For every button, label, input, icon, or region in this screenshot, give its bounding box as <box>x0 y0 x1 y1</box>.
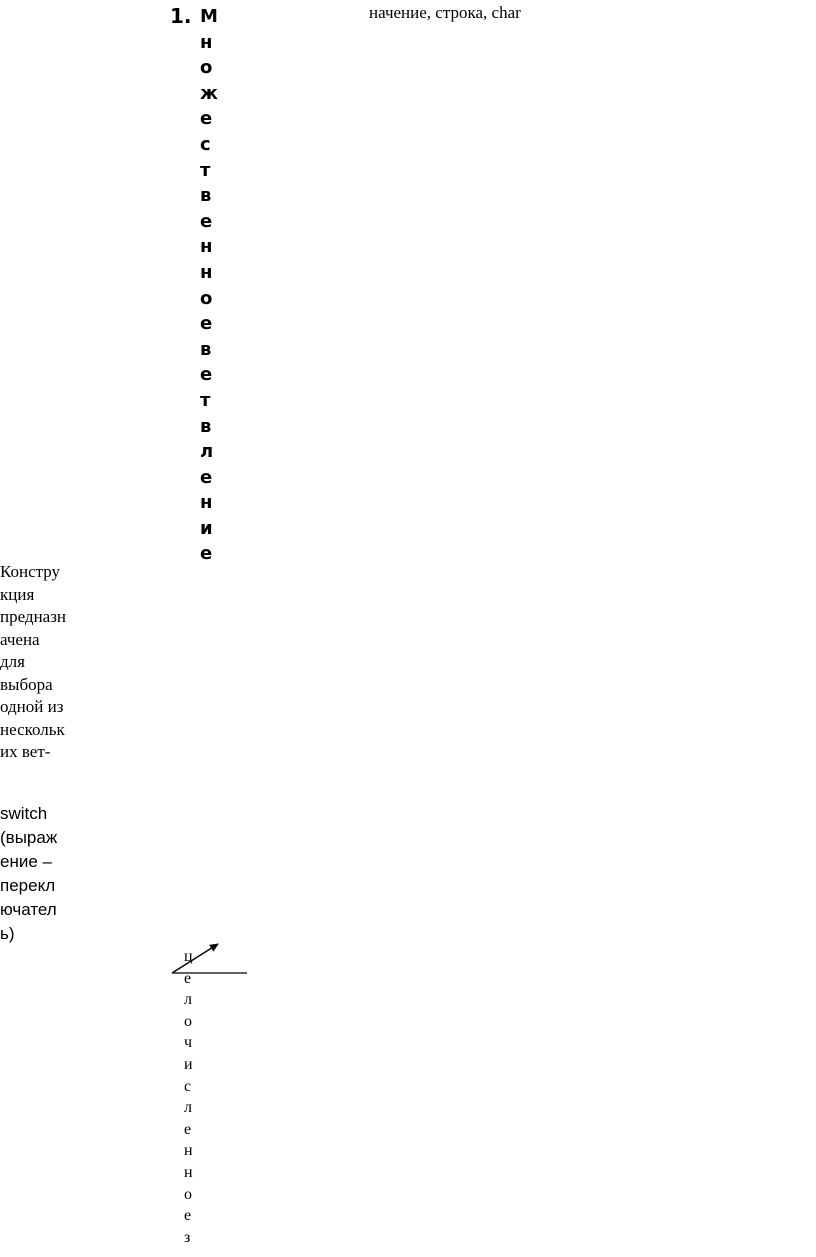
paragraph-line: (выраж <box>0 828 58 847</box>
paragraph-line: ачена <box>0 629 40 649</box>
paragraph-line: switch <box>0 804 48 823</box>
top-right-text: начение, строка, char <box>369 3 521 22</box>
heading-letter: т <box>200 159 211 181</box>
note-letter: н <box>184 1142 193 1160</box>
paragraph-line: ючател <box>0 900 57 919</box>
heading-letter: е <box>200 313 213 335</box>
note-letter: л <box>184 991 192 1009</box>
heading-letter: М <box>200 6 218 27</box>
heading-letter: и <box>200 517 213 539</box>
note-letter: о <box>184 1012 192 1030</box>
heading-letter: н <box>200 261 213 283</box>
heading-letter: е <box>200 210 213 232</box>
note-letter: е <box>184 1207 192 1225</box>
heading-letter: л <box>200 441 214 463</box>
paragraph-line: предназн <box>0 607 67 626</box>
paragraph-line: ение – <box>0 852 52 871</box>
heading-letter: н <box>200 492 213 514</box>
heading-letter: с <box>200 133 211 155</box>
heading-letter: ж <box>200 82 218 104</box>
note-letter: н <box>184 1163 193 1181</box>
heading-letter: т <box>200 389 211 411</box>
paragraph-line: перекл <box>0 876 56 895</box>
note-letter: е <box>184 1120 192 1138</box>
paragraph-line: для <box>0 652 25 671</box>
heading-letter: в <box>200 415 212 437</box>
note-letter: и <box>184 1055 193 1073</box>
heading-letter: о <box>200 57 213 79</box>
note-letter: з <box>184 1228 191 1246</box>
heading-letter: о <box>200 287 213 309</box>
heading-letter: е <box>200 364 213 386</box>
heading-letter: н <box>200 31 213 53</box>
paragraph-line: нескольк <box>0 719 65 739</box>
paragraph-line: выбора <box>0 674 53 694</box>
paragraph-line: Констру <box>0 562 61 581</box>
note-letter: ц <box>184 948 193 965</box>
note-letter: с <box>184 1077 192 1095</box>
heading-letter: е <box>200 543 213 565</box>
heading-letter: в <box>200 185 212 207</box>
note-letter: ч <box>184 1034 193 1052</box>
paragraph-line: кция <box>0 584 35 604</box>
heading-letter: е <box>200 466 213 488</box>
paragraph-line: одной из <box>0 697 64 716</box>
note-letter: л <box>184 1099 192 1117</box>
heading-letter: н <box>200 236 213 258</box>
heading-letter: е <box>200 108 213 130</box>
heading-number: 1. <box>170 4 192 28</box>
heading-letter: в <box>200 338 212 360</box>
vertical-note-text <box>184 946 204 1248</box>
paragraph-line: ь) <box>0 924 15 943</box>
note-letter: е <box>184 969 192 987</box>
note-letter: о <box>184 1185 192 1203</box>
paragraph-line: их вет- <box>0 742 51 761</box>
